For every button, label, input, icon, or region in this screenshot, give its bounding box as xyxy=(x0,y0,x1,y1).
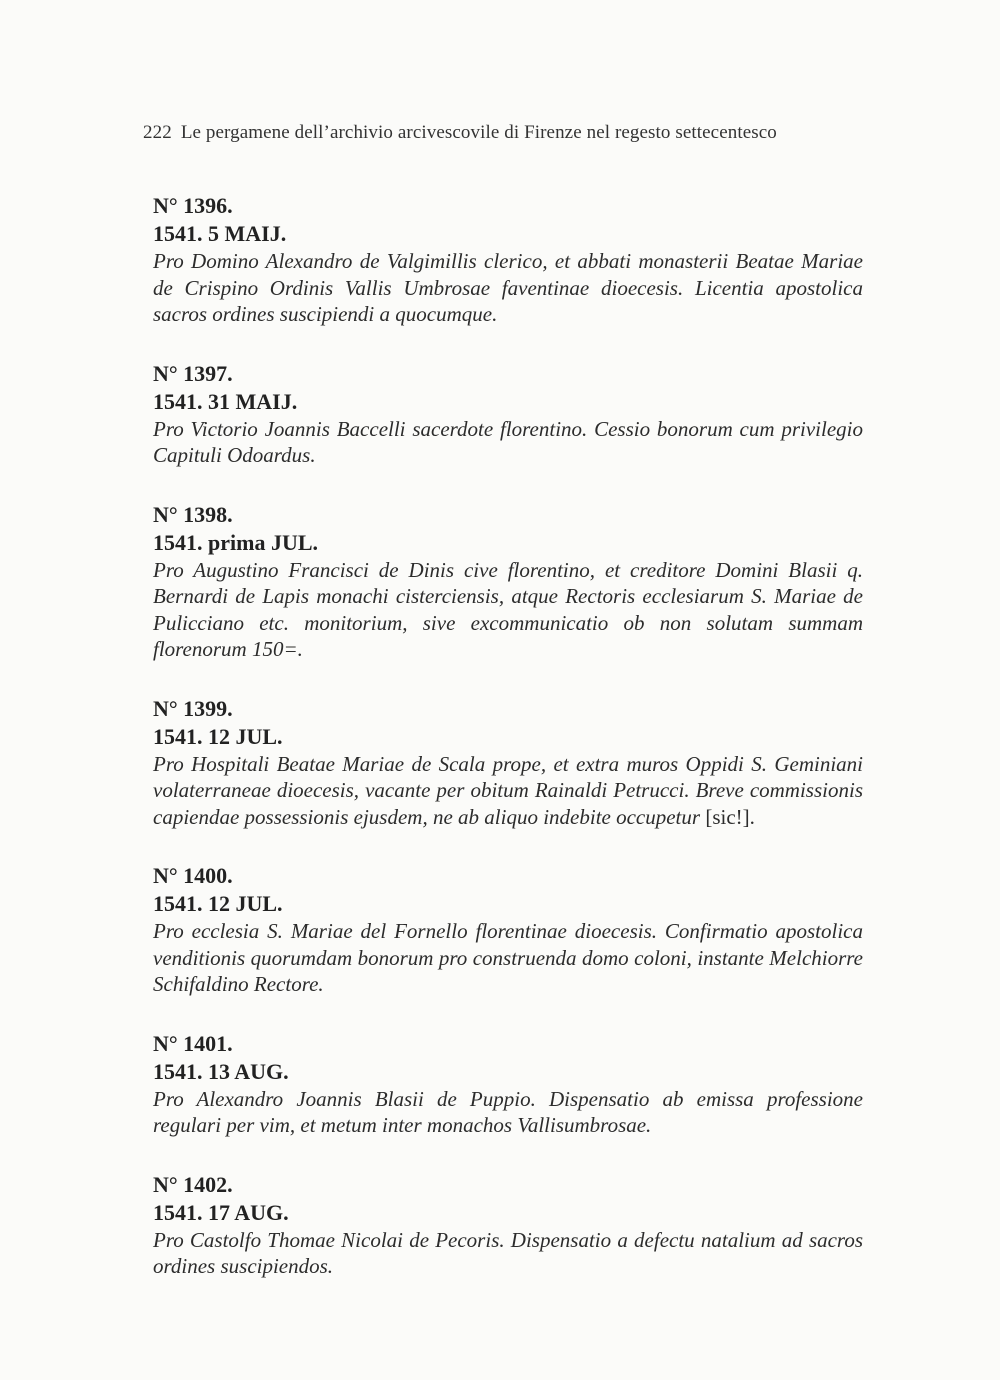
entry xyxy=(153,862,863,998)
entry-text: Pro ecclesia S. Mariae del Fornello florentinae dioecesis. Confirmatio apostolica venditionis quorumdam bonorum pro construenda domo coloni, instante Melchiorre Schifaldino Rectore. xyxy=(153,919,863,996)
entry-date: 1541. prima JUL. xyxy=(153,529,318,555)
entry-text: Pro Alexandro Joannis Blasii de Puppio. Dispensatio ab emissa professione regulari per vim, et metum inter monachos Vallisumbrosae. xyxy=(153,1086,863,1137)
entry-number: N° 1398. xyxy=(153,501,233,527)
entry xyxy=(153,501,863,663)
entry-date: 1541. 31 MAIJ. xyxy=(153,388,298,414)
running-header xyxy=(143,122,777,144)
entry-number: N° 1399. xyxy=(153,695,233,721)
entry-text: Pro Castolfo Thomae Nicolai de Pecoris. Dispensatio a defectu natalium ad sacros ordines suscipiendos. xyxy=(153,1227,863,1278)
entry-date: 1541. 12 JUL. xyxy=(153,891,283,916)
entry-text: Pro Victorio Joannis Baccelli sacerdote florentino. Cessio bonorum cum privilegio Capituli Odoardus. xyxy=(153,416,863,467)
page-number: 222 xyxy=(143,122,172,143)
entry-number: N° 1397. xyxy=(153,360,233,386)
entry xyxy=(153,1171,863,1280)
entry-date: 1541. 13 AUG. xyxy=(153,1058,289,1084)
entries-list xyxy=(153,192,863,1312)
entry xyxy=(153,1030,863,1139)
editorial-note: [sic!]. xyxy=(705,804,755,829)
entry xyxy=(153,192,863,328)
entry-date: 1541. 17 AUG. xyxy=(153,1199,289,1225)
entry xyxy=(153,360,863,469)
entry-date: 1541. 5 MAIJ. xyxy=(153,221,287,246)
entry-date: 1541. 12 JUL. xyxy=(153,723,283,749)
running-title: Le pergamene dell’archivio arcivescovile di Firenze nel regesto settecentesco xyxy=(180,122,777,143)
entry-text: Pro Augustino Francisci de Dinis cive florentino, et creditore Domini Blasii q. Bernardi de Lapis monachi cisterciensis, atque Rectoris ecclesiarum S. Mariae de Pulicciano etc. monitorium, sive excommunicatio ob non solutam summam florenorum 150=. xyxy=(153,557,863,661)
entry-number: N° 1401. xyxy=(153,1030,233,1056)
entry-text xyxy=(153,751,863,831)
entry-text: Pro Domino Alexandro de Valgimillis clerico, et abbati monasterii Beatae Mariae de Crispino Ordinis Vallis Umbrosae faventinae dioecesis. Licentia apostolica sacros ordines suscipiendi a quocumque. xyxy=(153,249,863,326)
entry-number: N° 1402. xyxy=(153,1171,233,1197)
entry-number: N° 1396. xyxy=(153,193,233,218)
entry-number: N° 1400. xyxy=(153,863,233,888)
entry-text-body: Pro Hospitali Beatae Mariae de Scala prope, et extra muros Oppidi S. Geminiani volaterraneae dioecesis, vacante per obitum Rainaldi Petrucci. Breve commissionis capiendae possessionis ejusdem, ne ab aliquo indebite occupetur xyxy=(153,751,863,829)
entry xyxy=(153,695,863,831)
